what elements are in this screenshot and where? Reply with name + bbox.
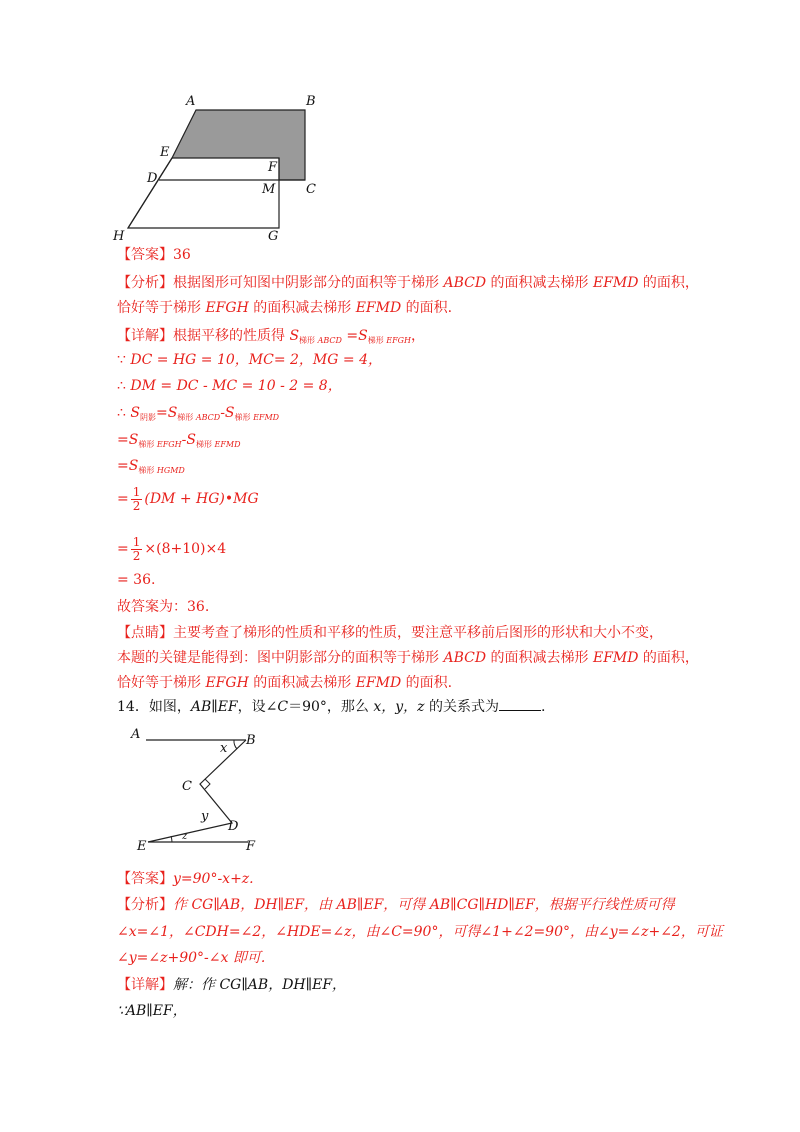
label-x: x [220,741,228,756]
q13-detail-line5: $=S_{梯形 EFGH}-S_{梯形 EFMD}$ [117,432,241,449]
comment-text: 的面积减去梯形 [490,650,589,666]
q14-analysis-line3 [117,948,265,968]
q13-detail-line8: = $\frac{1}{2}$ ×(8+10)×4 [117,534,227,563]
q13-detail-line1: 【详解】根据平移的性质得 $S_{梯形 ABCD} =S_{梯形 EFGH}$， [117,328,426,345]
detail-text: DC = HG = 10，MC= 2，MG = 4， [130,352,382,368]
subscript: 阴影 [139,413,156,422]
answer-tag: 【答案】 [117,871,173,887]
subscript: 梯形 ABCD [299,336,342,345]
parallel-lines-figure [120,722,280,862]
q13-answer [117,245,191,265]
q14-detail-line2 [117,1001,187,1021]
subscript: 梯形 HGMD [138,466,185,475]
subscript: 梯形 EFMD [234,413,280,422]
comment-text: 的面积. [405,675,453,691]
label-C: C [306,182,316,197]
analysis-text: 根据图形可知图中阴影部分的面积等于梯形 [173,275,439,291]
math-efmd: EFMD [592,275,639,291]
right-angle-mark [205,779,210,789]
q13-detail-line6: $=S_{梯形 HGMD}$ [117,458,185,475]
math-expression: ×(8+10)×4 [144,541,227,557]
question-text: 14．如图， [117,699,191,715]
answer-tag: 【答案】 [117,247,173,263]
detail-text: ∵AB∥EF， [117,1003,187,1019]
analysis-text: 的面积减去梯形 [253,300,352,316]
area-symbol: S [358,328,368,344]
comment-tag: 【点睛】 [117,625,173,641]
subscript: 梯形 EFMD [195,440,241,449]
because-symbol: ∵ [117,352,126,368]
label-G: G [268,229,279,244]
comment-text: 的面积， [642,650,699,666]
analysis-tag: 【分析】 [117,897,173,913]
detail-text: = 36. [117,572,156,588]
q13-detail-line2 [117,350,382,370]
q13-final [117,597,209,617]
comment-text: 本题的关键是能得到：图中阴影部分的面积等于梯形 [117,650,439,666]
q13-analysis-line1 [117,273,699,293]
segment-EH [128,158,172,228]
answer-value: 36 [173,247,191,263]
analysis-text: 的面积. [405,300,453,316]
q13-analysis-line2 [117,298,452,318]
q14-answer [117,869,254,889]
fraction-half: $\frac{1}{2}$ [132,484,141,513]
answer-blank [499,698,541,711]
label-A: A [131,727,141,742]
math-abcd: ABCD [443,275,487,291]
subscript: 梯形 EFGH [138,440,182,449]
label-D: D [228,819,239,834]
analysis-text: ∠y=∠z+90°-∠x 即可. [117,950,266,966]
q13-detail-line3 [117,376,342,396]
answer-value: y=90°-x+z. [173,871,254,887]
comment-text: 恰好等于梯形 [117,675,201,691]
label-B: B [246,733,256,748]
therefore-symbol: ∴ [117,405,126,421]
equals: = [346,328,359,344]
q13-comment-line2: 本题的关键是能得到：图中阴影部分的面积等于梯形 ABCD 的面积减去梯形 EFMD 的面积， [117,650,699,666]
shaded-region [172,110,305,180]
q13-detail-line7: = $\frac{1}{2}$ (DM + HG)•MG [117,484,259,513]
detail-text: 根据平移的性质得 [173,328,285,344]
label-A: A [186,94,196,109]
question-text: ，设∠ [237,699,278,715]
math-efgh: EFGH [205,300,249,316]
label-B: B [306,94,316,109]
q13-comment-line1 [117,623,663,643]
math-expression: (DM + HG)•MG [144,491,259,507]
analysis-text: 恰好等于梯形 [117,300,201,316]
comment-text: 主要考查了梯形的性质和平移的性质，要注意平移前后图形的形状和大小不变， [173,625,663,641]
q14-analysis-line1 [117,895,675,915]
q14-analysis-line2 [117,922,723,942]
detail-tag: 【详解】 [117,977,173,993]
analysis-text: 的面积减去梯形 [490,275,589,291]
therefore-symbol: ∴ [117,378,126,394]
detail-tag: 【详解】 [117,328,173,344]
area-symbol: S [289,328,300,344]
math-efmd: EFMD [355,300,402,316]
label-E: E [137,839,147,854]
label-F: F [268,160,278,175]
label-y: y [201,809,209,824]
math-parallel: AB∥EF [190,699,238,715]
comment-text: 的面积减去梯形 [253,675,352,691]
angle-x-arc [234,740,237,749]
q13-detail-line9 [117,570,155,590]
detail-text: 解：作 CG∥AB，DH∥EF， [173,977,347,993]
math-variables: x，y，z [373,699,425,715]
q13-detail-line4: ∴ $S_{阴影}=S_{梯形 ABCD}-S_{梯形 EFMD}$ [117,405,280,422]
area-symbol: S [130,405,140,421]
label-F: F [246,839,256,854]
label-H: H [113,229,125,244]
label-z: z [182,831,188,842]
label-C: C [182,779,192,794]
fraction-half: $\frac{1}{2}$ [132,534,141,563]
q14-stem: 14．如图，AB∥EF，设∠C＝90°，那么 x，y，z 的关系式为 . [117,699,546,715]
analysis-text: 作 CG∥AB，DH∥EF，由 AB∥EF，可得 AB∥CG∥HD∥EF，根据平行线性质可得 [173,897,675,913]
trapezoid-figure [110,88,320,248]
label-M: M [262,182,276,197]
subscript: 梯形 EFGH [367,336,412,345]
analysis-text: 的面积， [642,275,699,291]
analysis-tag: 【分析】 [117,275,173,291]
subscript: 梯形 ABCD [177,413,221,422]
label-E: E [160,145,170,160]
analysis-text: ∠x=∠1，∠CDH=∠2，∠HDE=∠z，由∠C=90°，可得∠1+∠2=90°，由∠y=∠z+∠2，可证 [117,924,723,940]
final-answer: 故答案为：36. [117,599,210,615]
question-text: ＝90°，那么 [288,699,369,715]
label-D: D [147,171,158,186]
question-text: 的关系式为 [429,699,500,715]
detail-text: DM = DC - MC = 10 - 2 = 8， [130,378,342,394]
q14-detail-line1 [117,975,346,995]
q13-comment-line3: 恰好等于梯形 EFGH 的面积减去梯形 EFMD 的面积. [117,675,453,691]
